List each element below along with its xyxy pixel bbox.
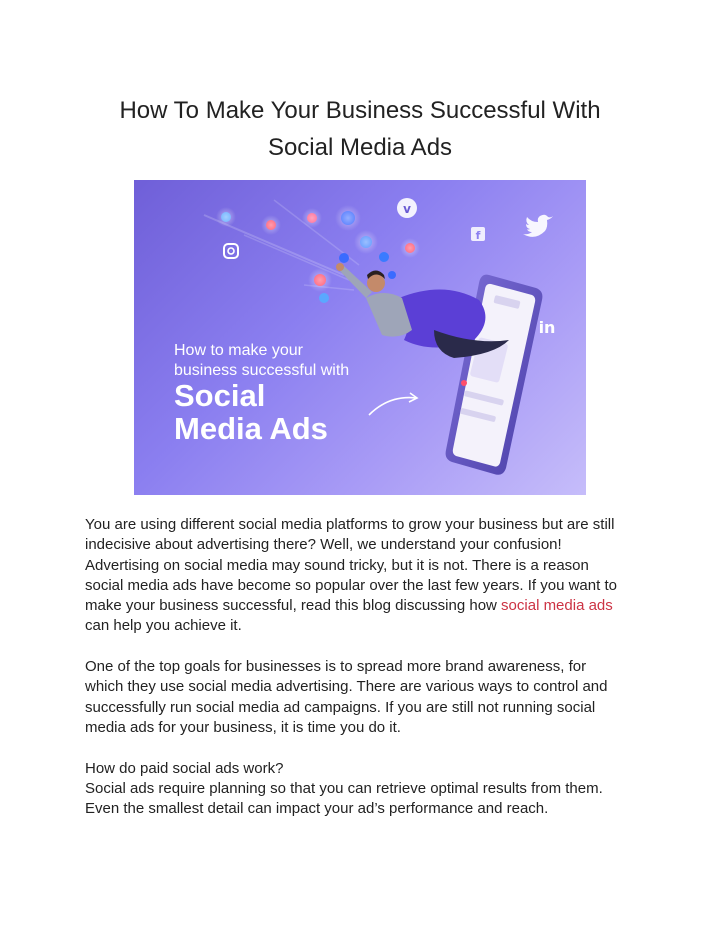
text-line: social media ads have become so popular over the last few years. If you want to bbox=[85, 576, 617, 594]
text-line: can help you achieve it. bbox=[85, 617, 242, 635]
text-line: successfully run social media ad campaigns. If you are still not running social bbox=[85, 698, 596, 716]
svg-text:f: f bbox=[475, 229, 481, 242]
svg-text:in: in bbox=[538, 318, 556, 337]
text-line: One of the top goals for businesses is to spread more brand awareness, for bbox=[85, 658, 587, 676]
article-body bbox=[85, 515, 645, 840]
section-question: How do paid social ads work? bbox=[85, 759, 284, 777]
text-line: Social ads require planning so that you can retrieve optimal results from them. bbox=[85, 779, 603, 797]
text-fragment: make your business successful, read this blog discussing how bbox=[85, 597, 502, 615]
instagram-icon bbox=[224, 244, 238, 258]
text-line: Advertising on social media may sound tricky, but it is not. There is a reason bbox=[85, 556, 589, 574]
floating-dots bbox=[216, 205, 420, 303]
text-line: media ads for your business, it is time you do it. bbox=[85, 718, 401, 736]
linkedin-icon bbox=[539, 318, 556, 337]
text-line: Even the smallest detail can impact your ad’s performance and reach. bbox=[85, 800, 549, 818]
text-line-with-link bbox=[85, 596, 645, 616]
hero-image bbox=[134, 180, 586, 495]
text-line: indecisive about advertising there? Well, we understand your confusion! bbox=[85, 536, 562, 554]
hero-subtitle-line-1: How to make your bbox=[174, 342, 303, 359]
page-title bbox=[60, 92, 660, 166]
paragraph-1 bbox=[85, 515, 645, 637]
paragraph-2 bbox=[85, 657, 645, 738]
facebook-icon bbox=[471, 227, 485, 242]
title-line-1: How To Make Your Business Successful With bbox=[119, 97, 601, 124]
vimeo-icon bbox=[397, 198, 417, 218]
title-line-2: Social Media Ads bbox=[267, 134, 453, 161]
svg-text:v: v bbox=[403, 202, 411, 216]
hero-headline-line-2: Media Ads bbox=[174, 411, 328, 446]
text-line: which they use social media advertising. There are various ways to control and bbox=[85, 678, 608, 696]
twitter-icon bbox=[523, 215, 553, 237]
social-media-ads-link[interactable]: social media ads bbox=[501, 597, 613, 615]
text-line: You are using different social media platforms to grow your business but are still bbox=[85, 516, 615, 533]
hero-illustration bbox=[134, 180, 586, 495]
hero-headline-line-1: Social bbox=[174, 378, 266, 413]
hero-subtitle-line-2: business successful with bbox=[174, 362, 350, 379]
arrow-decoration bbox=[369, 393, 417, 415]
paragraph-3 bbox=[85, 759, 645, 820]
